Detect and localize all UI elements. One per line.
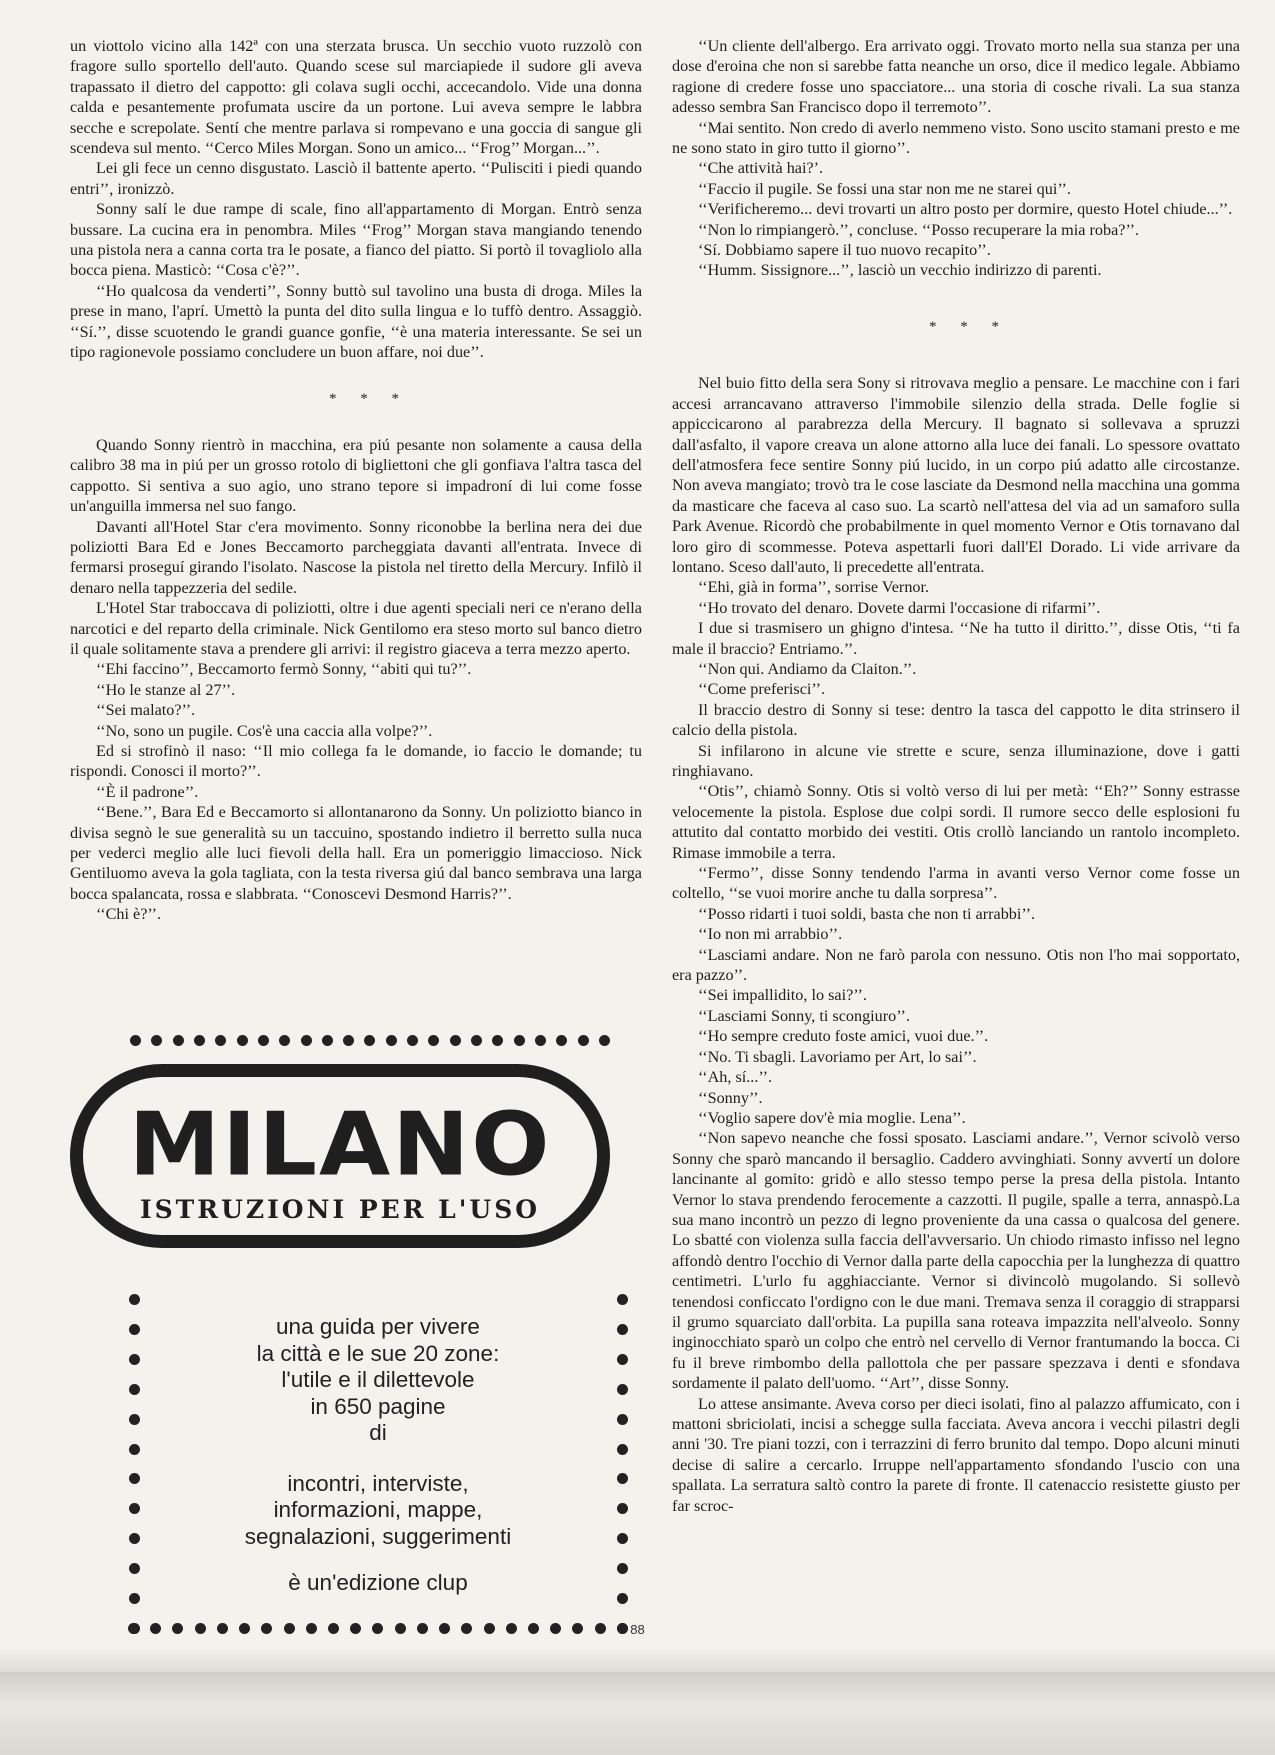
- border-dot: [279, 1035, 290, 1046]
- border-dot: [130, 1035, 141, 1046]
- right-paragraph: ‘‘Sonny’’.: [698, 1088, 763, 1107]
- right-paragraph: ‘‘Io non mi arrabbio’’.: [698, 925, 843, 944]
- left-paragraph: Davanti all'Hotel Star c'era movimento. Sonny riconobbe la berlina nera dei due poliziotti Bara Ed e Jones Beccamorto parcheggiata davanti all'entrata. Invece di fermarsi proseguí girando l'isolato. Nascose la pistola nel tiretto della Mercury. Infilò il denaro nella tappezzeria del sedile.: [70, 517, 642, 597]
- ad-line: l'utile e il dilettevole: [281, 1367, 475, 1392]
- left-paragraph: ‘‘Sei malato?’’.: [96, 701, 196, 720]
- border-dot: [617, 1473, 628, 1484]
- border-dot: [617, 1414, 628, 1425]
- left-paragraph: ‘‘È il padrone’’.: [96, 782, 199, 801]
- border-dot: [129, 1294, 140, 1305]
- right-text-column: [672, 36, 1240, 1516]
- border-dot: [129, 1384, 140, 1395]
- ad-line: informazioni, mappe,: [273, 1497, 483, 1522]
- right-paragraph: ‘‘Non sapevo neanche che fossi sposato. Lasciami andare.’’, Vernor scivolò verso Sonny che sparò mancando il bersaglio. Caddero avvinghiati. Sonny avvertí un dolore lancinante al gomito: gridò e allo stesso tempo perse la presa della pistola. Intanto Vernor lo stava prendendo ferocemente a cazzotti. Il pugile, spalle a terra, annaspò.La sua mano incontrò un pezzo di legno proveniente da una cassa o qualcosa del genere. Lo sbatté con violenza sulla faccia dell'avversario. Un chiodo rimasto infisso nel legno affondò dentro l'occhio di Vernor dalla parte della capocchia per la lunghezza di quattro centimetri. L'urlo fu agghiacciante. Vernor si divincolò mugolando. Si sollevò tenendosi conficcato l'ordigno con le due mani. Tremava senza il coraggio di strapparsi il grumo squarciato dall'orbita. La pupilla sana roteava impazzita nell'alveolo. Sonny inginocchiato sparò un colpo che entrò nel cervello di Vernor frantumando la bocca. Ci fu il breve rimbombo della pallottola che per passare spezzava i denti e sfondava sordamente il palato dell'uomo. ‘‘Art’’, disse Sonny.: [672, 1129, 1240, 1393]
- right-paragraph: ‘‘Mai sentito. Non credo di averlo nemmeno visto. Sono uscito stamani presto e me ne sono stato in giro tutto il giorno’’.: [672, 118, 1240, 158]
- border-dot: [129, 1444, 140, 1455]
- border-dot: [194, 1035, 205, 1046]
- left-paragraph: ‘‘Ho qualcosa da venderti’’, Sonny buttò sul tavolino una busta di droga. Miles la prese in mano, l'aprí. Umettò la punta del dito sulla lingua e lo tuffò dentro. Assaggiò. ‘‘Sí.’’, disse scuotendo le grandi guance gonfie, ‘‘è una materia interessante. Se sei un tipo ragionevole possiamo concludere un buon affare, noi due’’.: [70, 281, 642, 362]
- border-dot: [258, 1035, 269, 1046]
- ad-line: segnalazioni, suggerimenti: [244, 1523, 512, 1549]
- border-dot: [514, 1035, 525, 1046]
- milano-advertisement: [70, 1032, 630, 1640]
- right-paragraph: I due si trasmisero un ghigno d'intesa. ‘‘Ne ha tutto il diritto.’’, disse Otis, ‘‘ti fa male il braccio? Entriamo.’’.: [672, 619, 1240, 658]
- logo-subtitle: ISTRUZIONI PER L'USO: [139, 1195, 541, 1224]
- border-dot: [471, 1035, 482, 1046]
- border-dot: [151, 1035, 162, 1046]
- border-dot: [129, 1503, 140, 1514]
- right-paragraph: ‘‘Voglio sapere dov'è mia moglie. Lena’’.: [698, 1108, 966, 1127]
- border-dot: [578, 1035, 589, 1046]
- page-fold-edge: [0, 1672, 1275, 1755]
- right-paragraph: ‘‘Ehi, già in forma’’, sorrise Vernor.: [698, 578, 930, 597]
- right-paragraph: ‘Sí. Dobbiamo sapere il tuo nuovo recapito’’.: [698, 241, 991, 260]
- right-paragraph: ‘‘No. Ti sbagli. Lavoriamo per Art, lo sai’’.: [698, 1047, 977, 1066]
- border-dot: [492, 1035, 503, 1046]
- left-paragraph: Sonny salí le due rampe di scale, fino all'appartamento di Morgan. Entrò senza bussare. La cucina era in penombra. Miles ‘‘Frog’’ Morgan stava mangiando tenendo una pistola nera a canna corta tra le posate, a fianco del piatto. Si portò il tovagliolo alla bocca piena. Masticò: ‘‘Cosa c'è?’’.: [70, 200, 642, 280]
- right-paragraph: Il braccio destro di Sonny si tese: dentro la tasca del cappotto le dita strinsero il calcio della pistola.: [672, 700, 1240, 740]
- border-dot: [386, 1035, 397, 1046]
- border-dot: [129, 1414, 140, 1425]
- right-paragraph: ‘‘Otis’’, chiamò Sonny. Otis si voltò verso di lui per metà: ‘‘Eh?’’ Sonny estrasse velocemente la pistola. Esplose due colpi sordi. Il rumore secco delle esplosioni fu attutito dal contatto morbido dei vestiti. Otis crollò lanciando un rantolo incompleto. Rimase immobile a terra.: [672, 782, 1240, 862]
- right-section-break: * * *: [929, 318, 1009, 335]
- logo-title: MILANO: [128, 1093, 552, 1196]
- border-dot: [129, 1473, 140, 1484]
- right-paragraph: ‘‘Lasciami Sonny, ti scongiuro’’.: [698, 1006, 910, 1025]
- border-dot: [617, 1533, 628, 1544]
- border-dot: [129, 1533, 140, 1544]
- ad-line: di: [369, 1420, 387, 1445]
- left-paragraph: ‘‘Chi è?’’.: [96, 905, 162, 924]
- border-dot: [617, 1444, 628, 1455]
- right-paragraph: ‘‘Posso ridarti i tuoi soldi, basta che non ti arrabbi’’.: [698, 904, 1036, 923]
- ad-body-text: [152, 1294, 604, 1597]
- border-dot: [617, 1563, 628, 1574]
- border-dot: [428, 1035, 439, 1046]
- border-dot: [129, 1563, 140, 1574]
- right-paragraph: ‘‘Ah, sí...’’.: [698, 1068, 773, 1087]
- border-dot: [343, 1035, 354, 1046]
- left-paragraph: ‘‘Ho le stanze al 27’’.: [96, 680, 236, 699]
- border-dot: [535, 1035, 546, 1046]
- right-paragraph: ‘‘Sei impallidito, lo sai?’’.: [698, 986, 867, 1005]
- border-dot: [599, 1035, 610, 1046]
- dot-border-top: [130, 1032, 610, 1048]
- left-paragraph: Ed si strofinò il naso: ‘‘Il mio collega fa le domande, io faccio le domande; tu rispondi. Conosci il morto?’’.: [70, 742, 642, 781]
- milano-logo: [70, 1064, 610, 1248]
- border-dot: [617, 1294, 628, 1305]
- border-dot: [129, 1593, 140, 1604]
- right-paragraph: Nel buio fitto della sera Sony si ritrovava meglio a pensare. Le macchine con i fari accesi arrancavano attraverso l'immobile silenzio della strada. Delle foglie si appiccicarono al parabrezza della Mercury. Il bagnato si sollevava a spruzzi dall'asfalto, il vapore creava un alone attorno alla luce dei fanali. Lo spessore ovattato dell'atmosfera fece sentire Sonny piú lucido, in un corpo piú adatto alle circostanze. Non aveva mangiato; trovò tra le cose lasciate da Desmond nella macchina una gomma da masticare che faceva al caso suo. La scartò nell'attesa del via ad un samaforo sulla Park Avenue. Ricordò che probabilmente in quel momento Vernor e Otis tornavano dal loro giro di scommesse. Poteva aspettarli fuori dall'El Dorado. Li vide arrivare da lontano. Sceso dall'auto, li precedette all'entrata.: [672, 374, 1240, 576]
- border-dot: [215, 1035, 226, 1046]
- left-paragraph: L'Hotel Star traboccava di poliziotti, oltre i due agenti speciali neri ce n'erano della narcotici e del reparto della criminale. Nick Gentilomo era steso morto sul banco dietro il quale solitamente stava a prendere gli arrivi: il registro giaceva a terra mezzo aperto.: [70, 599, 642, 658]
- border-dot: [129, 1324, 140, 1335]
- border-dot: [617, 1384, 628, 1395]
- right-paragraph: ‘‘Ho trovato del denaro. Dovete darmi l'occasione di rifarmi’’.: [698, 598, 1101, 617]
- border-dot: [173, 1035, 184, 1046]
- right-paragraph: ‘‘Faccio il pugile. Se fossi una star non me ne starei qui’’.: [698, 179, 1071, 198]
- border-dot: [407, 1035, 418, 1046]
- border-dot: [301, 1035, 312, 1046]
- right-paragraph: ‘‘Un cliente dell'albergo. Era arrivato oggi. Trovato morto nella sua stanza per una dose d'eroina che non si sarebbe fatta neanche un orso, dice il medico legale. Abbiamo ragione di credere fosse uno spacciatore... una storia di cosche rivali. La sua stanza adesso sembra San Francisco dopo il terremoto’’.: [672, 37, 1240, 117]
- page-number: 88: [630, 1622, 645, 1637]
- border-dot: [617, 1593, 628, 1604]
- right-paragraph: ‘‘Che attività hai?’.: [698, 159, 824, 178]
- border-dot: [556, 1035, 567, 1046]
- right-paragraph: ‘‘Fermo’’, disse Sonny tendendo l'arma in avanti verso Vernor come fosse un coltello, ‘‘se vuoi morire anche tu dalla sorpresa’’.: [672, 864, 1240, 903]
- left-text-column: [70, 36, 642, 925]
- dot-border-left: [128, 1294, 140, 1634]
- right-paragraph: ‘‘Non lo rimpiangerò.’’, concluse. ‘‘Posso recuperare la mia roba?’’.: [698, 220, 1140, 239]
- ad-footer: è un'edizione clup: [288, 1570, 468, 1595]
- left-paragraph: Lei gli fece un cenno disgustato. Lasciò il battente aperto. ‘‘Pulisciti i piedi quando entri’’, ironizzò.: [70, 159, 642, 198]
- border-dot: [322, 1035, 333, 1046]
- ad-line: la città e le sue 20 zone:: [256, 1340, 500, 1366]
- border-dot: [364, 1035, 375, 1046]
- right-paragraph: ‘‘Humm. Sissignore...’’, lasciò un vecchio indirizzo di parenti.: [698, 261, 1102, 280]
- border-dot: [237, 1035, 248, 1046]
- ad-line: incontri, interviste,: [287, 1470, 469, 1496]
- border-dot: [129, 1354, 140, 1365]
- left-paragraph: un viottolo vicino alla 142ª con una sterzata brusca. Un secchio vuoto ruzzolò con fragore sullo sportello dell'auto. Quando scese sul marciapiede il sudore gli aveva trapassato il dietro del cappotto: gli colava sugli occhi, accecandolo. Vide una donna calda e pesantemente profumata uscire da un portone. Lui aveva sempre le labbra secche e screpolate. Sentí che mentre parlava si rompevano e una goccia di sangue gli scendeva sul mento. ‘‘Cerco Miles Morgan. Sono un amico... ‘‘Frog’’ Morgan...’’.: [70, 37, 642, 158]
- right-paragraph: ‘‘Lasciami andare. Non ne farò parola con nessuno. Otis non l'ho mai sopportato, era pazzo’’.: [672, 945, 1240, 985]
- right-paragraph: ‘‘Come preferisci’’.: [698, 680, 826, 699]
- ad-line: una guida per vivere: [276, 1314, 480, 1339]
- left-paragraph: ‘‘Ehi faccino’’, Beccamorto fermò Sonny, ‘‘abiti qui tu?’’.: [96, 660, 472, 679]
- left-section-break: * * *: [329, 390, 409, 407]
- ad-line: in 650 pagine: [310, 1393, 446, 1419]
- border-dot: [617, 1324, 628, 1335]
- right-paragraph: Lo attese ansimante. Aveva corso per dieci isolati, fino al palazzo affumicato, con i mattoni sbriciolati, incisi a schegge sulla facciata. Aveva ancora i vecchi pilastri degli anni '30. Tre piani tozzi, con i terrazzini di ferro brunito dal tempo. Dopo alcuni minuti decise di salire a cercarlo. Irruppe nell'appartamento sfondando l'uscio con una spallata. La serratura saltò contro la parete di fronte. Il catenaccio resistette giusto per far scroc-: [672, 1394, 1240, 1515]
- right-paragraph: ‘‘Verificheremo... devi trovarti un altro posto per dormire, questo Hotel chiude...’’.: [698, 200, 1233, 219]
- dot-border-right: [616, 1294, 628, 1634]
- right-paragraph: ‘‘Non qui. Andiamo da Claiton.’’.: [698, 659, 917, 678]
- border-dot: [617, 1354, 628, 1365]
- border-dot: [617, 1503, 628, 1514]
- border-dot: [450, 1035, 461, 1046]
- left-paragraph: Quando Sonny rientrò in macchina, era piú pesante non solamente a causa della calibro 38 ma in piú per un grosso rotolo di bigliettoni che gli gonfiava l'altra tasca del cappotto. Si sentiva a suo agio, uno strano tepore si impadroní di lui come fosse un'anguilla immersa nel suo fango.: [70, 435, 642, 516]
- left-paragraph: ‘‘Bene.’’, Bara Ed e Beccamorto si allontanarono da Sonny. Un poliziotto bianco in divisa segnò le sue generalità su un taccuino, spostando indietro il berretto sulla nuca per vederci meglio alle luci fievoli della hall. Era un pomeriggio limaccioso. Nick Gentiluomo aveva la gola tagliata, con la testa riversa giú dal banco sembrava una larga bocca spalancata, rossa e slabbrata. ‘‘Conoscevi Desmond Harris?’’.: [70, 803, 642, 903]
- right-paragraph: ‘‘Ho sempre creduto foste amici, vuoi due.’’.: [698, 1027, 989, 1046]
- page-bottom-edge: [0, 1650, 1275, 1672]
- right-paragraph: Si infilarono in alcune vie strette e scure, senza illuminazione, dove i gatti ringhiavano.: [672, 741, 1240, 780]
- left-paragraph: ‘‘No, sono un pugile. Cos'è una caccia alla volpe?’’.: [96, 721, 433, 740]
- ad-dotted-frame: [128, 1294, 628, 1634]
